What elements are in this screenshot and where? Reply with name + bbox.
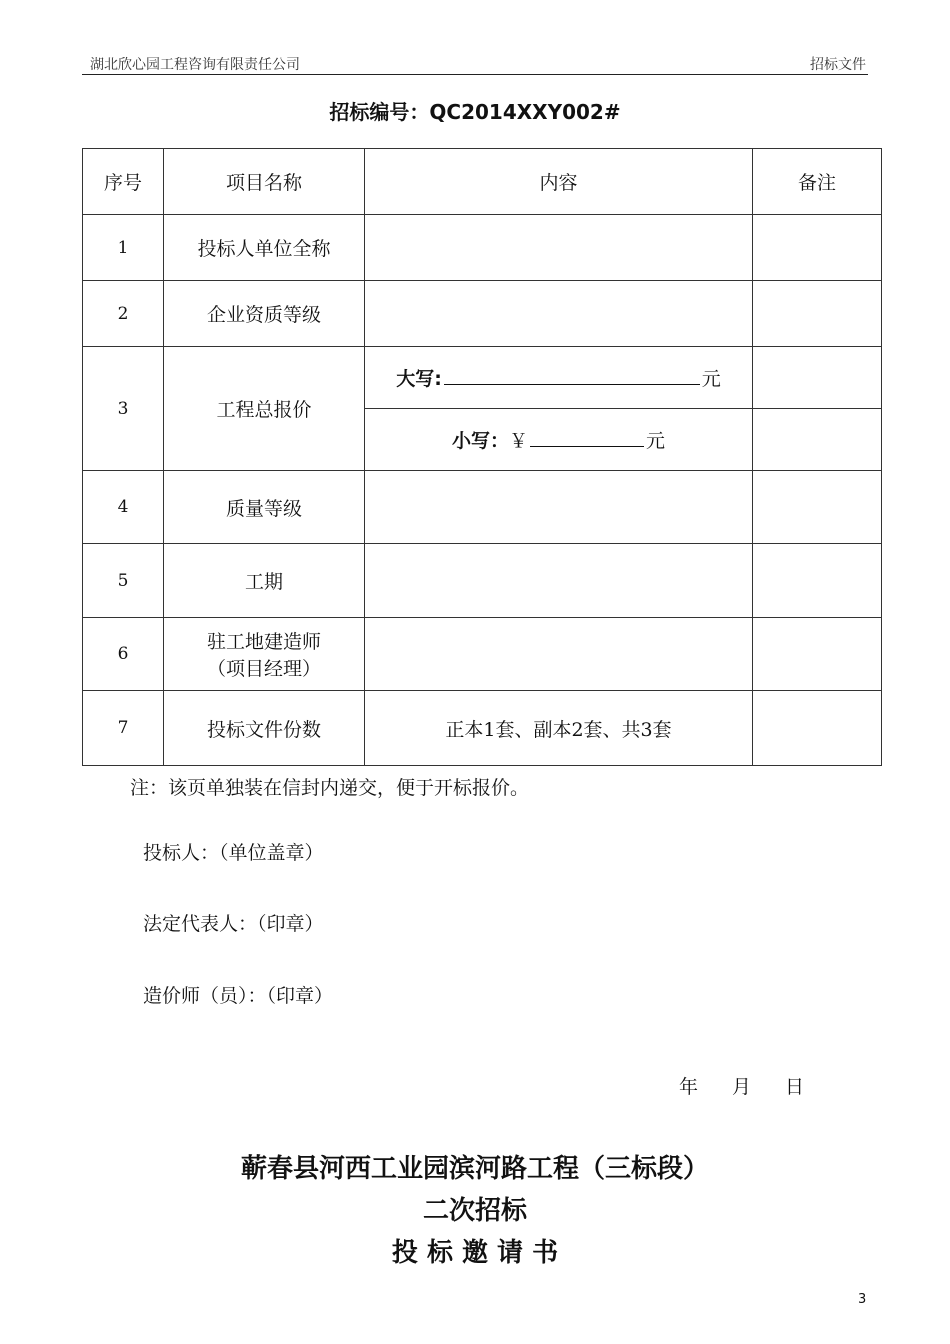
date-line (679, 1072, 804, 1099)
signature-legal-rep: 法定代表人：（印章） (143, 913, 324, 935)
row-content[interactable] (365, 215, 753, 281)
title-invitation: 投 标 邀 请 书 (391, 1238, 559, 1268)
price-upper-label: 大写: (396, 368, 442, 390)
col-header-content: 内容 (365, 149, 753, 215)
row-no: 2 (83, 281, 164, 347)
header-doc-type: 招标文件 (810, 57, 866, 73)
row-no: 1 (83, 215, 164, 281)
col-header-no: 序号 (83, 149, 164, 215)
col-header-name: 项目名称 (164, 149, 365, 215)
row-no: 4 (83, 471, 164, 544)
header-company: 湖北欣心园工程咨询有限责任公司 (90, 57, 300, 73)
bid-form-table (82, 148, 882, 766)
date-day: 日 (785, 1076, 805, 1098)
price-lower-label: 小写： (451, 430, 509, 452)
row-no: 6 (83, 618, 164, 691)
row-remark[interactable] (753, 347, 882, 409)
row-name: 投标文件份数 (164, 691, 365, 766)
col-header-remark: 备注 (753, 149, 882, 215)
page-header (82, 52, 868, 75)
price-lower-unit: 元 (646, 430, 666, 452)
row-name: 企业资质等级 (164, 281, 365, 347)
row-name-line1: 驻工地建造师 (206, 631, 321, 653)
row-remark[interactable] (753, 618, 882, 691)
table-row-price (83, 347, 882, 409)
row-name: 投标人单位全称 (164, 215, 365, 281)
row-no: 3 (83, 347, 164, 471)
row-remark[interactable] (753, 215, 882, 281)
date-month: 月 (732, 1076, 752, 1098)
row-name-line2: （项目经理） (206, 658, 321, 680)
row-name: 工期 (164, 544, 365, 618)
price-lower-cell[interactable] (365, 409, 753, 471)
row-no: 5 (83, 544, 164, 618)
signature-cost-engineer: 造价师（员）：（印章） (143, 985, 334, 1007)
table-row (83, 281, 882, 347)
row-name-multiline (164, 618, 365, 691)
row-remark[interactable] (753, 691, 882, 766)
row-content[interactable] (365, 281, 753, 347)
row-name: 工程总报价 (164, 347, 365, 471)
title-rebid: 二次招标 (422, 1196, 527, 1226)
row-no: 7 (83, 691, 164, 766)
yuan-symbol: ￥ (508, 430, 528, 452)
table-row (83, 691, 882, 766)
row-name: 质量等级 (164, 471, 365, 544)
bid-number: 招标编号：QC2014XXY002# (329, 100, 621, 124)
table-row (83, 618, 882, 691)
row-remark[interactable] (753, 544, 882, 618)
row-content[interactable] (365, 544, 753, 618)
price-lower-blank[interactable] (530, 428, 644, 447)
page-number: 3 (858, 1292, 867, 1307)
price-upper-unit: 元 (701, 368, 721, 390)
table-row (83, 544, 882, 618)
row-content: 正本1套、副本2套、共3套 (365, 691, 753, 766)
row-content[interactable] (365, 618, 753, 691)
table-row (83, 215, 882, 281)
table-row (83, 471, 882, 544)
row-content[interactable] (365, 471, 753, 544)
row-remark[interactable] (753, 409, 882, 471)
table-header-row (83, 149, 882, 215)
note-text: 注：该页单独装在信封内递交，便于开标报价。 (130, 777, 530, 799)
price-upper-cell[interactable] (365, 347, 753, 409)
signature-bidder: 投标人：（单位盖章） (143, 842, 324, 864)
title-project: 蕲春县河西工业园滨河路工程（三标段） (240, 1154, 709, 1184)
price-upper-blank[interactable] (444, 366, 700, 385)
row-remark[interactable] (753, 471, 882, 544)
row-remark[interactable] (753, 281, 882, 347)
date-year: 年 (679, 1076, 699, 1098)
